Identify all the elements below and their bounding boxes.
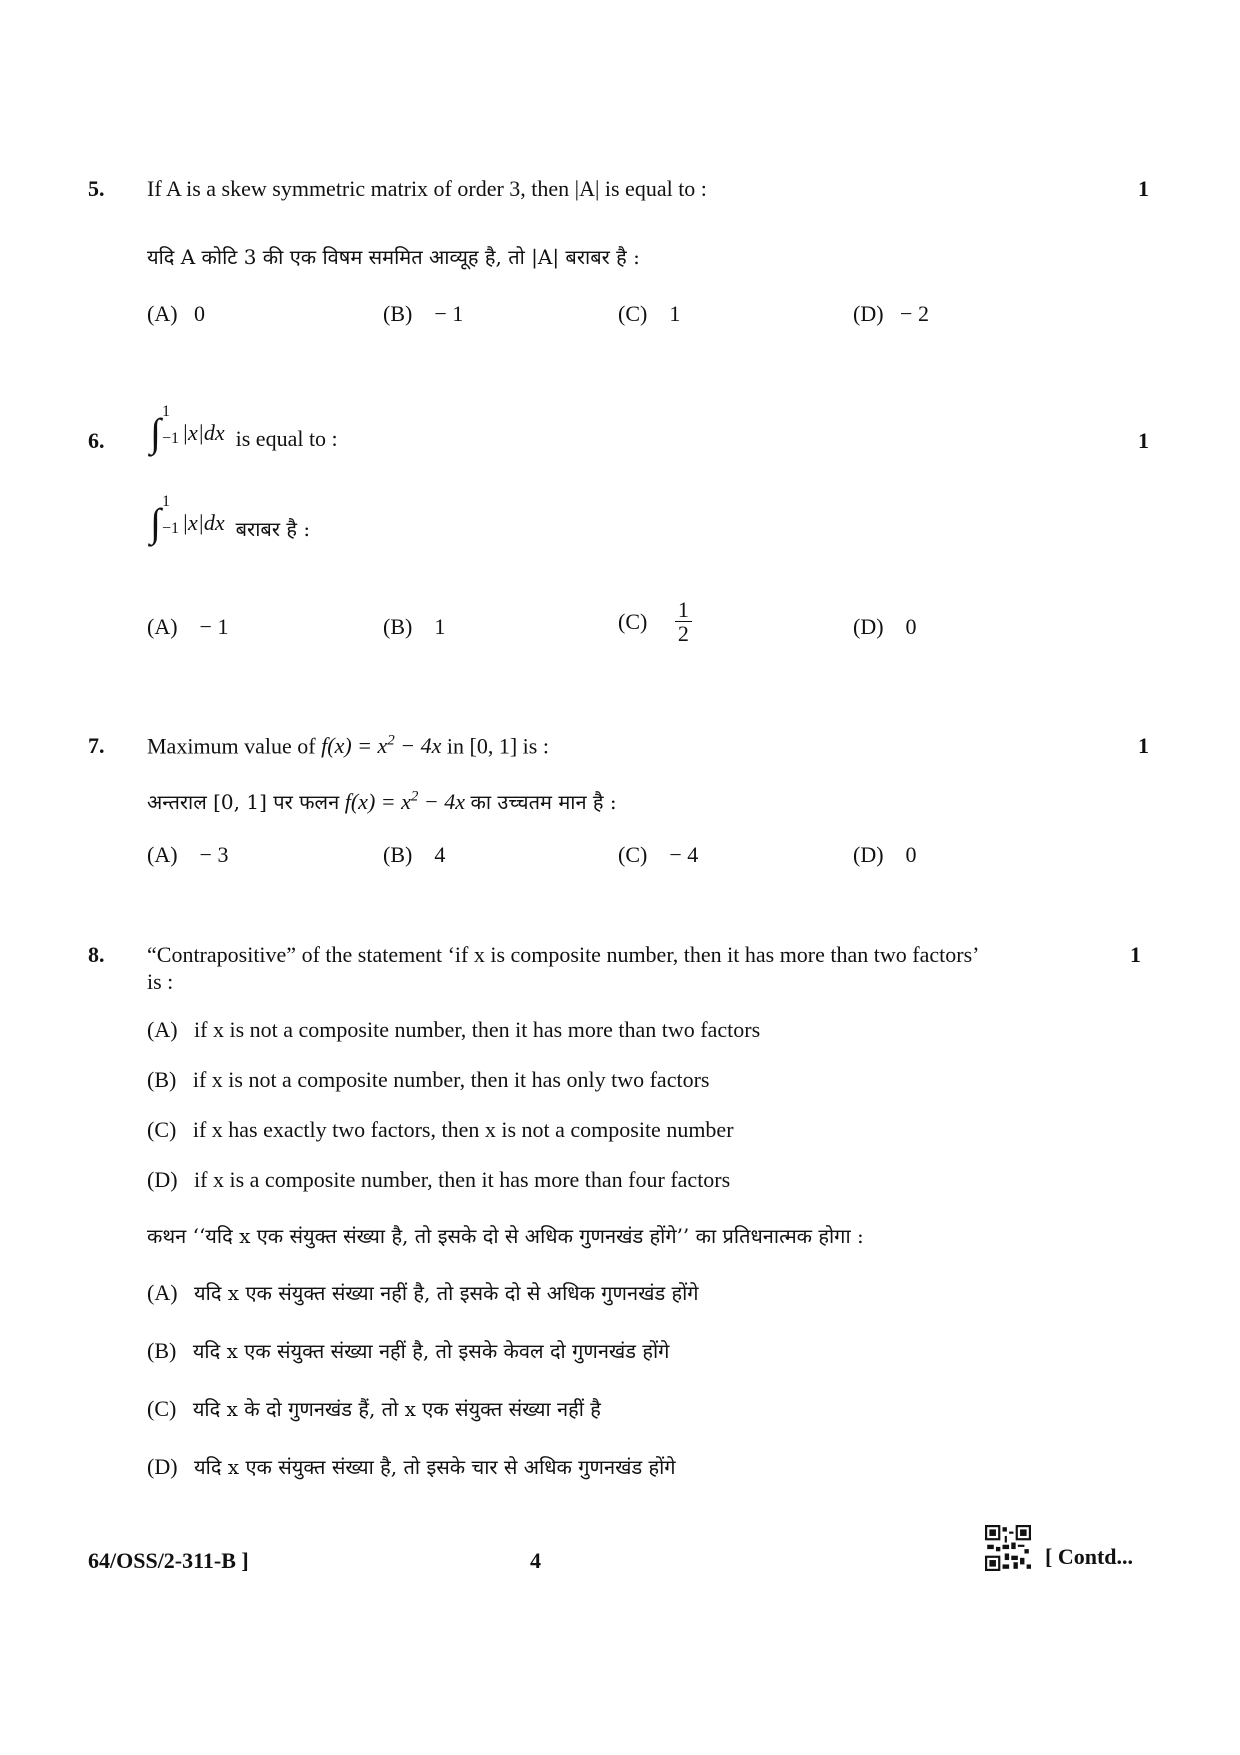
question-number: 6. [88, 428, 105, 453]
option-a-en: (A) if x is not a composite number, then it has more than two factors [147, 1017, 761, 1042]
option-b: (B) 1 [383, 614, 446, 639]
question-text-en-cont: is : [147, 969, 174, 994]
option-a: (A) − 1 [147, 614, 229, 639]
fraction: $\frac{1}{2}$ [675, 598, 692, 645]
option-d-en: (D) if x is a composite number, then it has more than four factors [147, 1167, 731, 1192]
option-b-hi: (B) यदि x एक संयुक्त संख्या नहीं है, तो इसके केवल दो गुणनखंड होंगे [147, 1338, 670, 1363]
option-d: (D) 0 [853, 842, 917, 867]
option-c: (C) − 4 [618, 842, 699, 867]
question-number: 7. [88, 733, 105, 758]
question-text-hi [150, 493, 311, 545]
integral-sign-icon: ∫ [150, 410, 161, 455]
definite-integral: ∫ 1 −1 |x|dx [150, 493, 225, 545]
integrand: |x|dx [182, 420, 225, 445]
option-a-hi: (A) यदि x एक संयुक्त संख्या नहीं है, तो इसके दो से अधिक गुणनखंड होंगे [147, 1280, 699, 1305]
question-text-en: “Contrapositive” of the statement ‘if x is composite number, then it has more than two factors’ [147, 942, 980, 967]
option-c: (C) 1 [618, 301, 681, 326]
option-a: (A) 0 [147, 301, 206, 326]
question-marks: 1 [1138, 176, 1149, 201]
function-expression: $f(x) = x^2 - 4x$ [344, 788, 465, 814]
question-text-en: If A is a skew symmetric matrix of order 3, then |A| is equal to : [147, 176, 707, 201]
question-marks: 1 [1138, 428, 1149, 453]
option-d: (D) − 2 [853, 301, 929, 326]
option-a: (A) − 3 [147, 842, 229, 867]
question-text-hi: अन्तराल [0, 1] पर फलन $f(x) = x^2 - 4x$ का उच्चतम मान है : [147, 788, 617, 814]
question-suffix-hi: बराबर है : [235, 517, 311, 541]
question-text-en: Maximum value of $f(x) = x^2 - 4x$ in [0, 1] is : [147, 733, 549, 759]
paper-code: 64/OSS/2-311-B ] [88, 1548, 249, 1573]
option-b-en: (B) if x is not a composite number, then it has only two factors [147, 1067, 710, 1092]
question-suffix-en: is equal to : [235, 426, 338, 451]
definite-integral [150, 403, 225, 455]
function-expression: $f(x) = x^2 - 4x$ [321, 733, 442, 759]
option-b: (B) − 1 [383, 301, 464, 326]
continued-label: [ Contd... [1045, 1544, 1134, 1569]
qr-code-icon [985, 1525, 1031, 1577]
question-text-hi: कथन ‘‘यदि x एक संयुक्त संख्या है, तो इसके दो से अधिक गुणनखंड होंगे’’ का प्रतिधनात्मक होगा : [147, 1224, 864, 1248]
option-c-en: (C) if x has exactly two factors, then x is not a composite number [147, 1117, 734, 1142]
page-number: 4 [530, 1548, 541, 1573]
question-number: 8. [88, 942, 105, 967]
question-marks: 1 [1138, 733, 1149, 758]
integral-upper-limit: 1 [161, 403, 170, 421]
option-d-hi: (D) यदि x एक संयुक्त संख्या है, तो इसके चार से अधिक गुणनखंड होंगे [147, 1454, 676, 1479]
option-d: (D) 0 [853, 614, 917, 639]
question-text-hi: यदि A कोटि 3 की एक विषम सममित आव्यूह है, तो |A| बराबर है : [147, 245, 640, 269]
question-marks: 1 [1130, 942, 1141, 967]
option-c-hi: (C) यदि x के दो गुणनखंड हैं, तो x एक संयुक्त संख्या नहीं है [147, 1396, 601, 1421]
question-number: 5. [88, 176, 105, 201]
option-c: (C) $\frac{1}{2}$ [618, 598, 692, 645]
question-text-en [150, 403, 338, 455]
option-b: (B) 4 [383, 842, 446, 867]
integral-sign-icon: ∫ [150, 500, 161, 545]
integral-lower-limit: −1 [161, 430, 179, 447]
